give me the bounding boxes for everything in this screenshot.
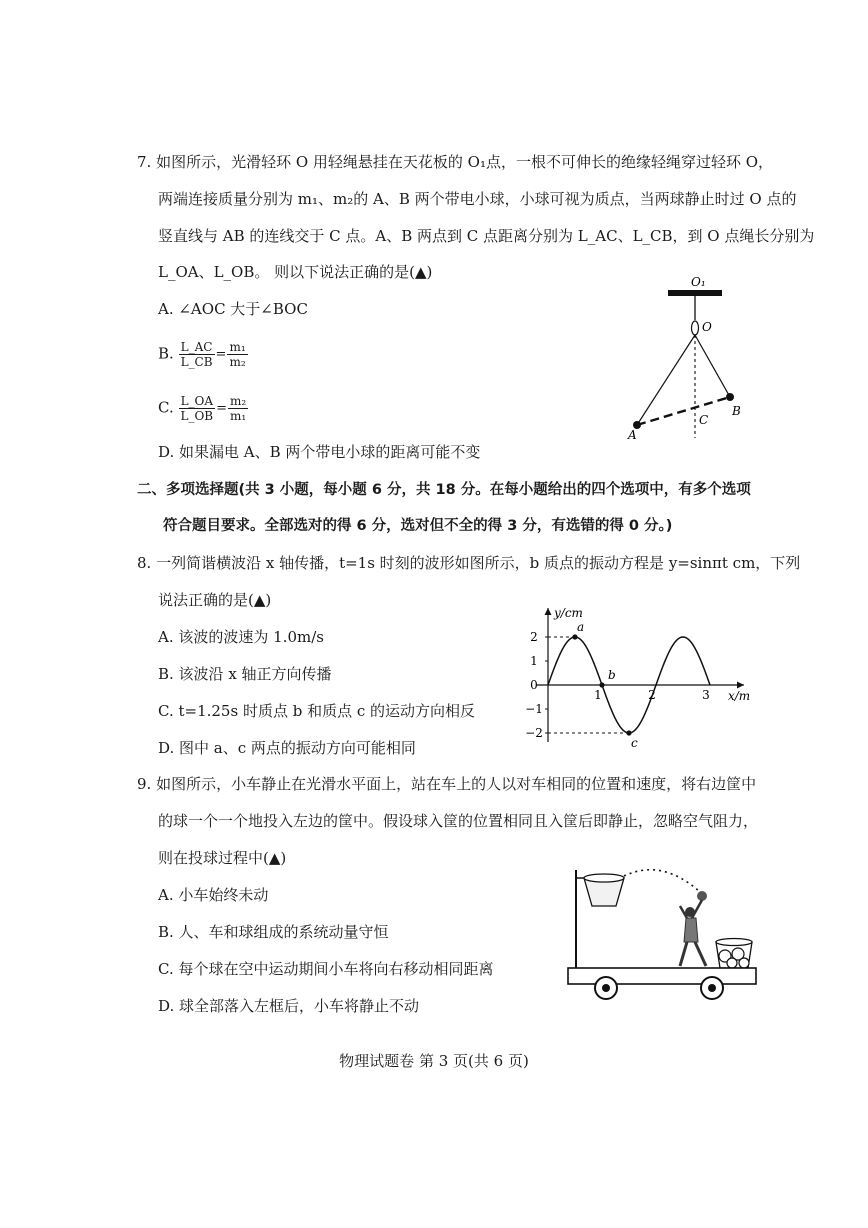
- point-c: [626, 730, 631, 735]
- q8-option-a: A. 该波的波速为 1.0m/s: [158, 628, 324, 646]
- basket-ball: [739, 958, 749, 968]
- q7-option-c: [158, 394, 248, 423]
- point-b: [599, 682, 604, 687]
- equals-sign: =: [215, 346, 227, 362]
- ab-dashed-line: [637, 397, 730, 425]
- q7-option-b-fraction-right: [227, 340, 247, 369]
- q7-option-c-fraction-left: [179, 394, 216, 423]
- q9-option-d: D. 球全部落入左框后，小车将静止不动: [158, 997, 420, 1015]
- y-tick-label: 0: [530, 678, 538, 692]
- label-b: B: [732, 404, 741, 418]
- q7-line-3: 竖直线与 AB 的连线交于 C 点。A、B 两点到 C 点距离分别为 L_AC、L_CB，到 O 点绳长分别为: [158, 227, 815, 245]
- q7-option-b-fraction-left: [179, 340, 215, 369]
- q7-line-1: 7. 如图所示，光滑轻环 O 用轻绳悬挂在天花板的 O₁点，一根不可伸长的绝缘轻绳穿过轻环 O，: [137, 153, 774, 171]
- rope-oa: [637, 335, 695, 425]
- q9-line-2: 的球一个一个地投入左边的筐中。假设球入筐的位置相同且入筐后即静止，忽略空气阻力，: [158, 812, 759, 830]
- q8-line-2: 说法正确的是(▲): [158, 591, 272, 609]
- label-o: O: [702, 320, 712, 334]
- q9-option-b: B. 人、车和球组成的系统动量守恒: [158, 923, 389, 941]
- fraction-denominator: L_OB: [180, 409, 214, 423]
- q9-line-1: 9. 如图所示，小车静止在光滑水平面上，站在车上的人以对车相同的位置和速度，将右边筐中: [137, 775, 757, 793]
- q7-option-b-prefix: B.: [158, 344, 174, 363]
- ring-o: [692, 321, 699, 335]
- q9-cart-figure: [562, 862, 762, 1004]
- point-label-c: c: [631, 736, 638, 750]
- rope-ob: [695, 335, 730, 397]
- q8-option-b: B. 该波沿 x 轴正方向传播: [158, 665, 332, 683]
- x-axis-label: x/m: [728, 689, 751, 703]
- y-tick-label: 1: [530, 654, 538, 668]
- x-tick-label: 2: [648, 688, 656, 702]
- q8-line-1: 8. 一列简谐横波沿 x 轴传播，t=1s 时刻的波形如图所示，b 质点的振动方程是 y=sinπt cm，下列: [137, 554, 801, 572]
- q7-option-c-prefix: C.: [158, 398, 174, 417]
- section-2-heading-line-1: 二、多项选择题(共 3 小题，每小题 6 分，共 18 分。在每小题给出的四个选项中，有多个选项: [137, 482, 751, 498]
- fraction-numerator: L_OA: [179, 394, 216, 409]
- person-leg: [680, 942, 687, 966]
- q7-option-c-fraction-right: [228, 394, 248, 423]
- ceiling-plate: [668, 290, 722, 296]
- q9-option-a: A. 小车始终未动: [158, 886, 269, 904]
- q7-option-a: A. ∠AOC 大于∠BOC: [158, 300, 308, 318]
- point-label-b: b: [608, 668, 616, 682]
- y-tick-label: −2: [525, 726, 543, 740]
- wave-chart: [508, 600, 758, 750]
- person-leg: [695, 942, 706, 966]
- thrown-ball: [697, 891, 707, 901]
- q7-option-b: [158, 340, 248, 369]
- right-basket-rim: [716, 939, 752, 946]
- label-c: C: [699, 413, 709, 427]
- y-tick-label: 2: [530, 630, 538, 644]
- ball-trajectory: [624, 870, 700, 892]
- point-label-a: a: [577, 620, 585, 634]
- left-basket-rim: [584, 874, 624, 882]
- q9-line-3: 则在投球过程中(▲): [158, 849, 287, 867]
- y-tick-label: −1: [525, 702, 543, 716]
- fraction-denominator: L_CB: [180, 355, 213, 369]
- cart-wheel-hub: [602, 984, 610, 992]
- fraction-numerator: m₂: [230, 394, 247, 408]
- page-footer: 物理试题卷 第 3 页(共 6 页): [339, 1052, 529, 1070]
- x-tick-label: 1: [594, 688, 602, 702]
- q7-line-4: L_OA、L_OB。 则以下说法正确的是(▲): [158, 263, 433, 281]
- q7-option-d: D. 如果漏电 A、B 两个带电小球的距离可能不变: [158, 443, 481, 461]
- q8-option-d: D. 图中 a、c 两点的振动方向可能相同: [158, 739, 416, 757]
- q7-pendulum-figure: [620, 272, 750, 442]
- q7-line-2: 两端连接质量分别为 m₁、m₂的 A、B 两个带电小球，小球可视为质点，当两球静止时过 O 点的: [158, 190, 797, 208]
- equals-sign: =: [216, 400, 228, 416]
- section-2-heading-line-2: 符合题目要求。全部选对的得 6 分，选对但不全的得 3 分，有选错的得 0 分。): [163, 518, 673, 534]
- q9-option-c: C. 每个球在空中运动期间小车将向右移动相同距离: [158, 960, 494, 978]
- label-a: A: [628, 428, 637, 442]
- basket-ball: [727, 958, 737, 968]
- x-tick-label: 3: [702, 688, 710, 702]
- fraction-denominator: m₁: [230, 409, 247, 423]
- q8-option-c: C. t=1.25s 时质点 b 和质点 c 的运动方向相反: [158, 702, 476, 720]
- ball-b: [726, 393, 734, 401]
- fraction-denominator: m₂: [229, 355, 246, 369]
- y-axis-label: y/cm: [554, 606, 583, 620]
- fraction-numerator: m₁: [229, 340, 246, 354]
- person-body: [684, 918, 698, 942]
- label-o1: O₁: [691, 275, 706, 289]
- fraction-numerator: L_AC: [179, 340, 215, 355]
- point-a: [572, 634, 577, 639]
- cart-wheel-hub: [708, 984, 716, 992]
